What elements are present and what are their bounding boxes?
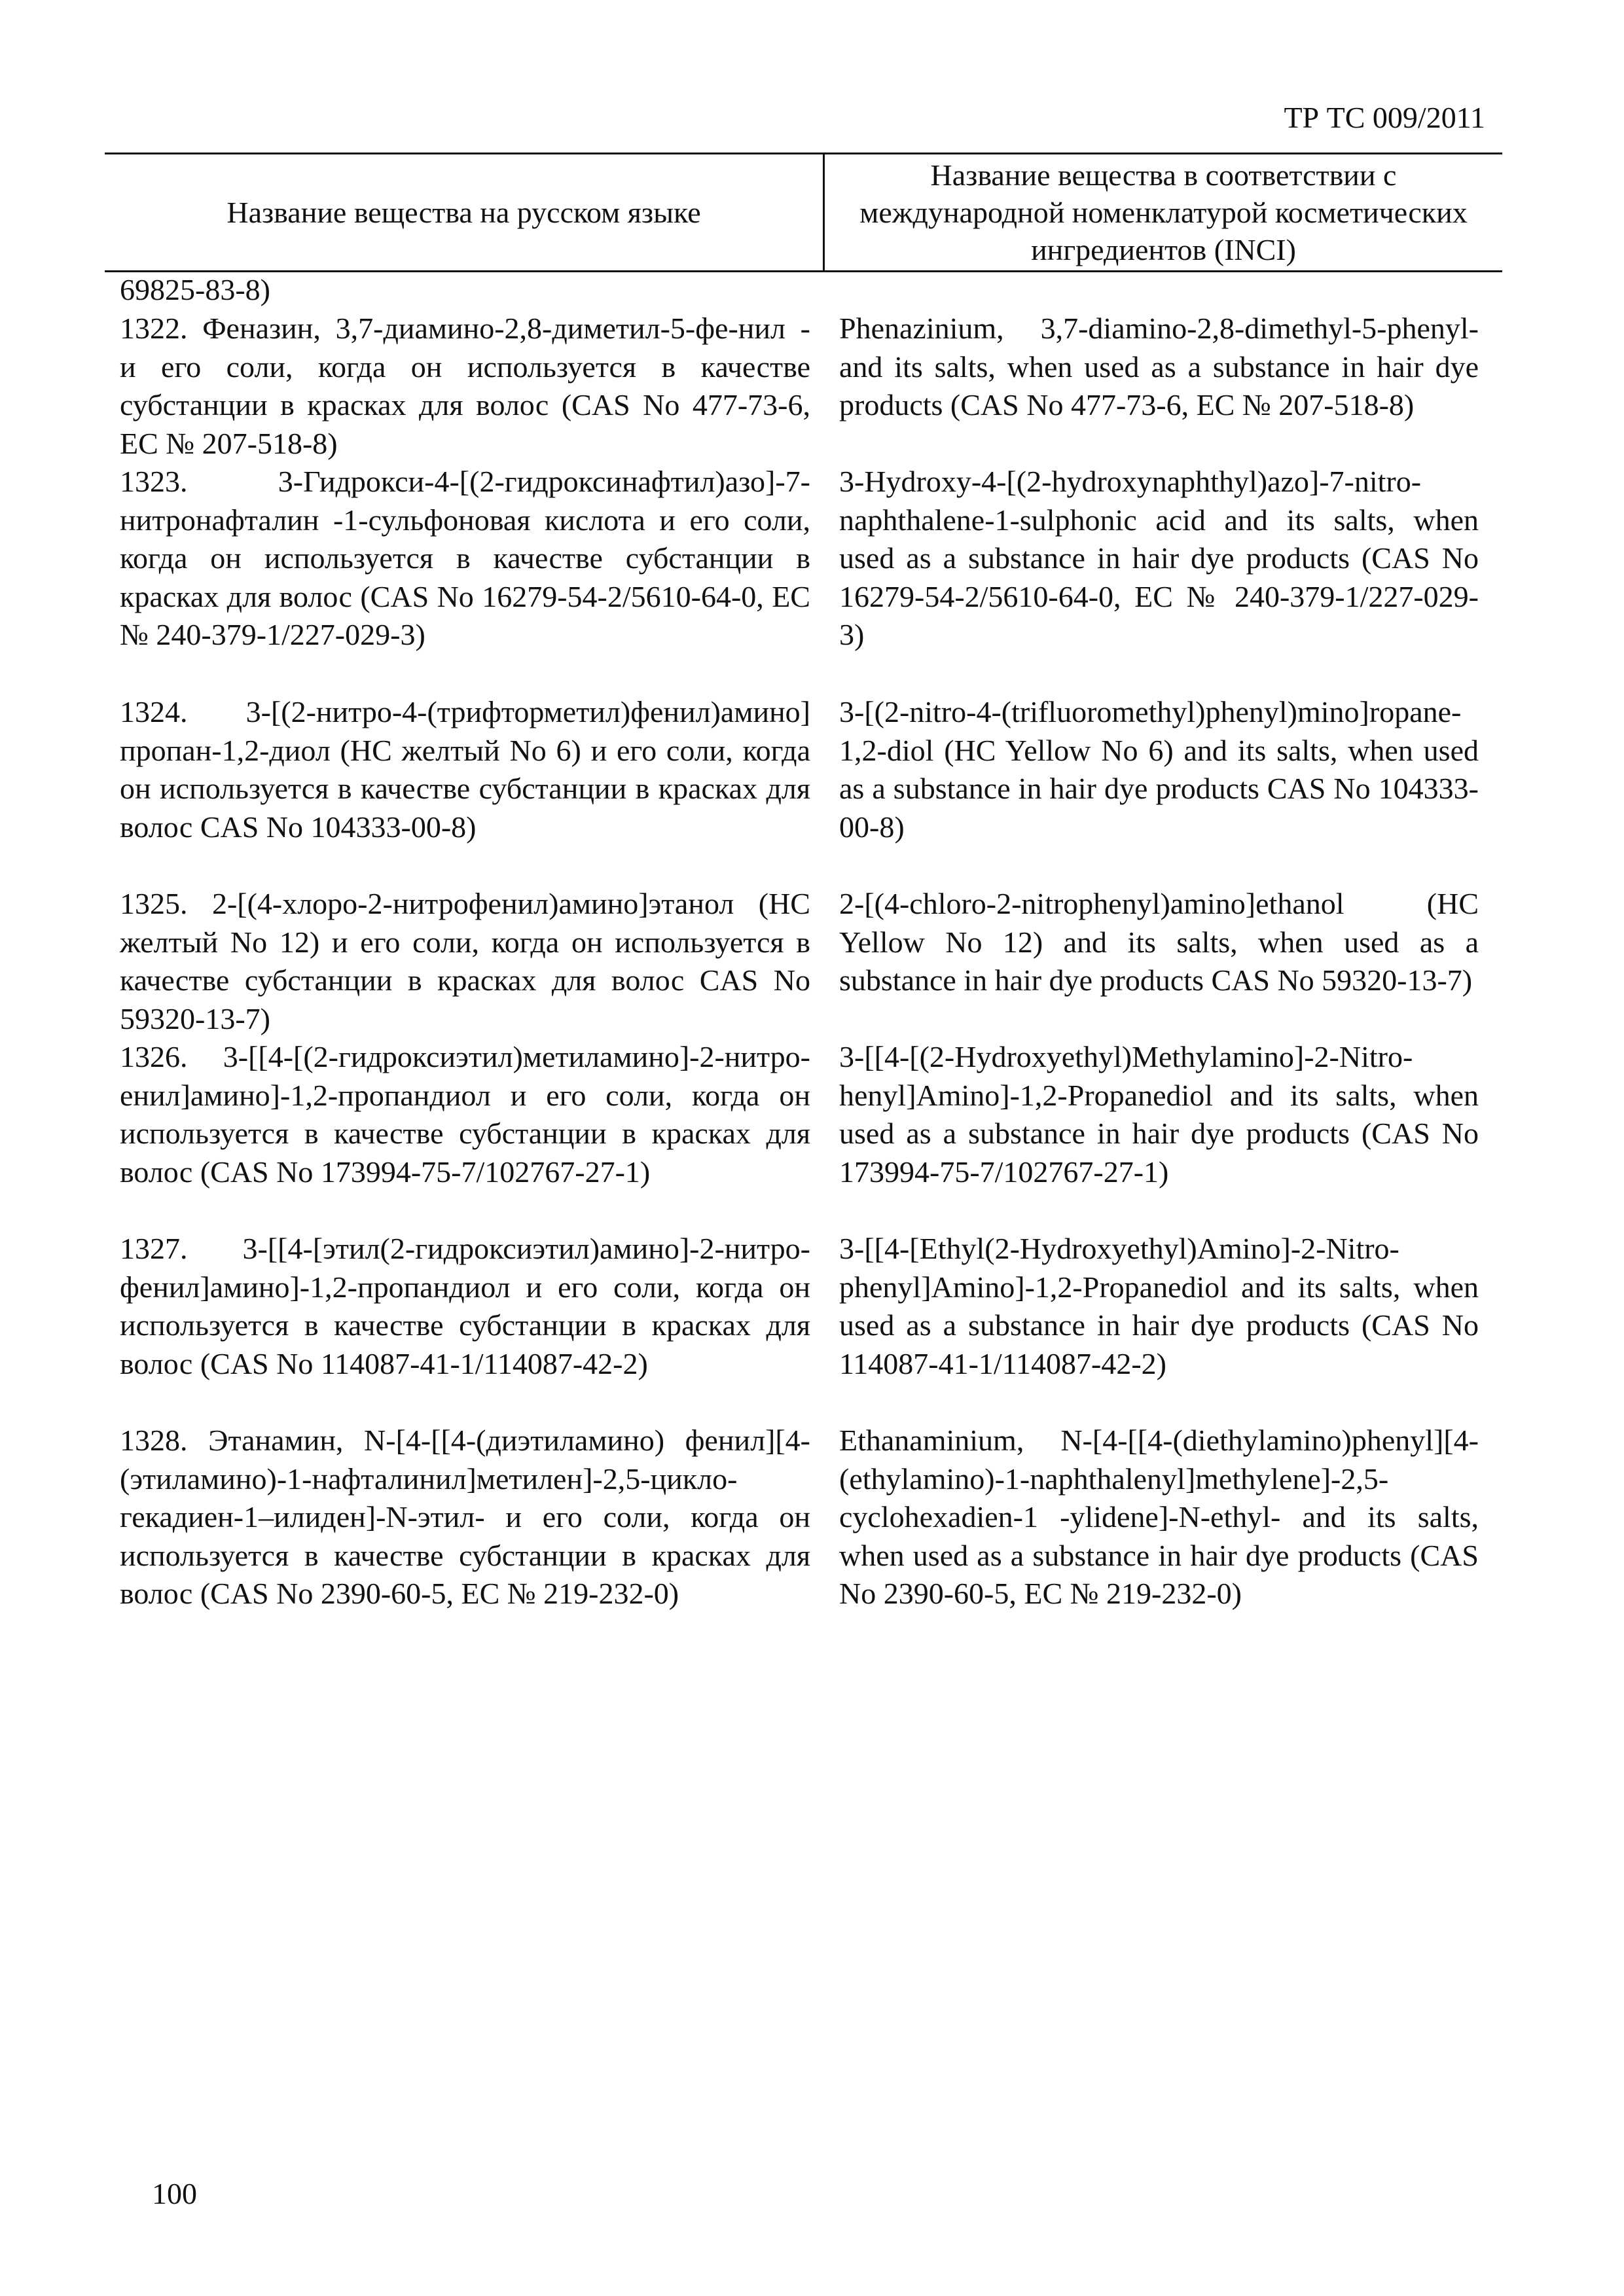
inci-name-cell: 3-[[4-[(2-Hydroxyethyl)Methylamino]-2-Nitro-henyl]Amino]-1,2-Propanediol and its salts, when used as a substance in hair dye products (CAS No 173994-75-7/102767-27-1) — [839, 1040, 1479, 1189]
table-header — [105, 154, 1502, 270]
russian-name-cell: 1328. Этанамин, N-[4-[[4-(диэтиламино) фенил][4-(этиламино)-1-нафталинил]метилен]-2,5-цикло-гекадиен-1–илиден]-N-этил- и его соли, когда он используется в качестве субстанции в красках для волос (CAS No 2390-60-5, ЕС № 219-232-0) — [120, 1424, 810, 1611]
russian-name-cell: 1324. 3-[(2-нитро-4-(трифторметил)фенил)амино] пропан-1,2-диол (НС желтый No 6) и его соли, когда он используется в качестве субстанции в красках для волос CAS No 104333-00-8) — [120, 695, 810, 844]
russian-name-cell: 69825-83-8) — [120, 273, 270, 306]
inci-name-cell: 2-[(4-chloro-2-nitrophenyl)amino]ethanol (HC Yellow No 12) and its salts, when used as a substance in hair dye products CAS No 59320-13-7) — [839, 887, 1479, 997]
inci-name-cell: 3-Hydroxy-4-[(2-hydroxynaphthyl)azo]-7-nitro-naphthalene-1-sulphonic acid and its salts, when used as a substance in hair dye products (CAS No 16279-54-2/5610-64-0, EC № 240-379-1/227-029-3) — [839, 465, 1479, 652]
russian-name-cell: 1327. 3-[[4-[этил(2-гидроксиэтил)амино]-2-нитро-фенил]амино]-1,2-пропандиол и его соли, когда он используется в качестве субстанции в красках для волос (CAS No 114087-41-1/114087-42-2) — [120, 1232, 810, 1380]
table-row — [120, 463, 1479, 693]
table-row — [120, 885, 1479, 1038]
table-row — [120, 1230, 1479, 1422]
table-row — [120, 310, 1479, 463]
page-number: 100 — [152, 2177, 197, 2210]
inci-name-cell: Phenazinium, 3,7-diamino-2,8-dimethyl-5-phenyl- and its salts, when used as a substance in hair dye products (CAS No 477-73-6, EC № 207-518-8) — [839, 312, 1479, 422]
table-row — [120, 271, 1479, 310]
inci-name-cell: 3-[[4-[Ethyl(2-Hydroxyethyl)Amino]-2-Nitro-phenyl]Amino]-1,2-Propanediol and its salts, when used as a substance in hair dye products (CAS No 114087-41-1/114087-42-2) — [839, 1232, 1479, 1380]
header-russian-name: Название вещества на русском языке — [226, 196, 701, 229]
russian-name-cell: 1326. 3-[[4-[(2-гидроксиэтил)метиламино]-2-нитро-енил]амино]-1,2-пропандиол и его соли, когда он используется в качестве субстанции в красках для волос (CAS No 173994-75-7/102767-27-1) — [120, 1040, 810, 1189]
inci-name-cell — [839, 271, 1479, 310]
document-code: ТР ТС 009/2011 — [1284, 101, 1485, 134]
russian-name-cell: 1322. Феназин, 3,7-диамино-2,8-диметил-5-фе-нил - и его соли, когда он используется в качестве субстанции в красках для волос (CAS No 477-73-6, ЕС № 207-518-8) — [120, 312, 810, 460]
inci-name-cell: Ethanaminium, N-[4-[[4-(diethylamino)phenyl][4-(ethylamino)-1-naphthalenyl]methylene]-2,5-cyclohexadien-1 -ylidene]-N-ethyl- and its salts, when used as a substance in hair dye products (CAS No 2390-60-5, EC № 219-232-0) — [839, 1424, 1479, 1611]
table-row — [120, 693, 1479, 885]
header-inci-name: Название вещества в соответствии с международной номенклатурой косметических ингредиентов (INCI) — [823, 154, 1502, 270]
table-row — [120, 1038, 1479, 1230]
inci-name-cell: 3-[(2-nitro-4-(trifluoromethyl)phenyl)mino]ropane-1,2-diol (HC Yellow No 6) and its salts, when used as a substance in hair dye products CAS No 104333-00-8) — [839, 695, 1479, 844]
russian-name-cell: 1325. 2-[(4-хлоро-2-нитрофенил)амино]этанол (НС желтый No 12) и его соли, когда он используется в качестве субстанции в красках для волос CAS No 59320-13-7) — [120, 887, 810, 1035]
substance-table — [120, 271, 1479, 1652]
russian-name-cell: 1323. 3-Гидрокси-4-[(2-гидроксинафтил)азо]-7-нитронафталин -1-сульфоновая кислота и его соли, когда он используется в качестве субстанции в красках для волос (CAS No 16279-54-2/5610-64-0, ЕС № 240-379-1/227-029-3) — [120, 465, 810, 652]
table-row — [120, 1422, 1479, 1652]
